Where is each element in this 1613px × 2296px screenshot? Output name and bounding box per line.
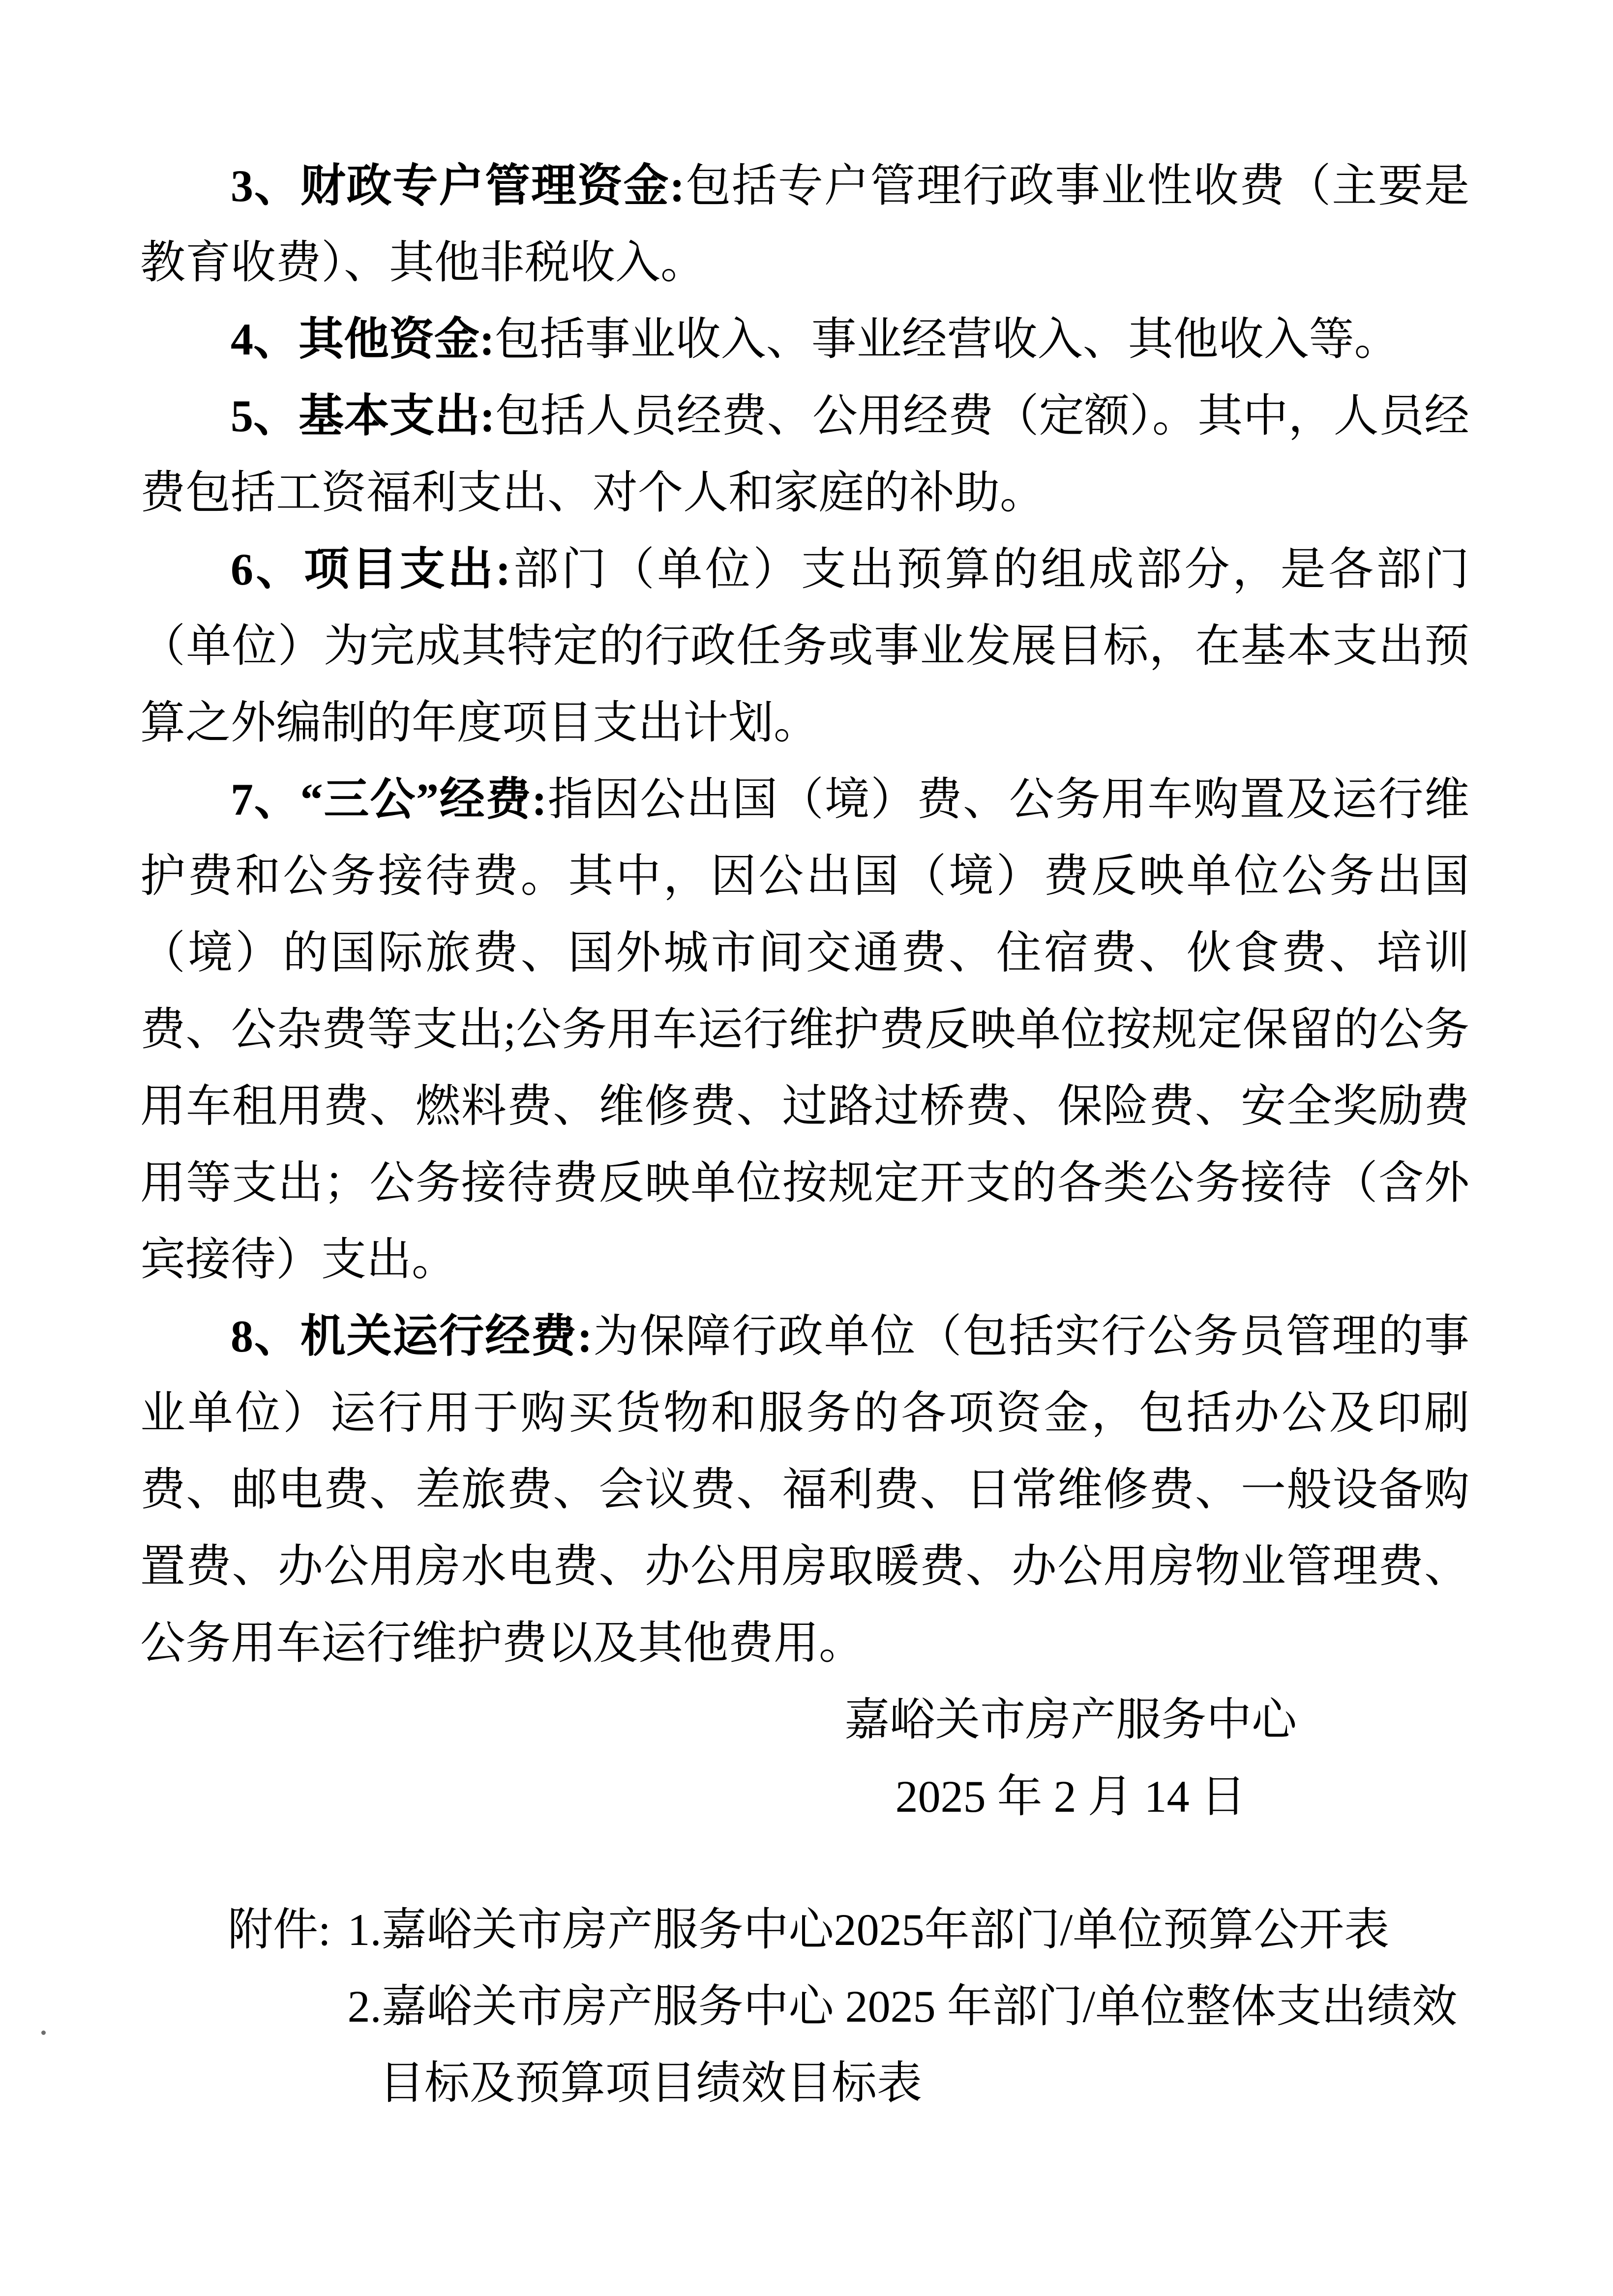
definition-paragraph: [140, 378, 1469, 531]
definition-paragraph: [140, 1298, 1469, 1681]
definition-paragraph: [140, 147, 1469, 301]
definition-paragraph: [140, 301, 1469, 378]
term-label: 5、基本支出:: [231, 391, 495, 441]
signature-block: [805, 1681, 1337, 1835]
attachments-label: 附件:: [228, 1905, 331, 1955]
definition-paragraph: [140, 531, 1469, 761]
attachments-list: [348, 1891, 1469, 2121]
attachment-item: 1.嘉峪关市房产服务中心2025年部门/单位预算公开表: [347, 1905, 1390, 1955]
signature-date: 2025 年 2 月 14 日: [895, 1771, 1246, 1822]
term-label: 3、财政专户管理资金:: [231, 161, 685, 211]
term-definition: 包括人员经费、公用经费（定额）。其中，人员经费包括工资福利支出、对个人和家庭的补助。: [140, 391, 1469, 518]
scan-artifact-dot: [41, 2031, 46, 2035]
term-label: 4、其他资金:: [231, 314, 495, 364]
attachments-block: [140, 1891, 1469, 2121]
term-definition: 包括专户管理行政事业性收费（主要是教育收费）、其他非税收入。: [140, 161, 1469, 288]
term-definition: 为保障行政单位（包括实行公务员管理的事业单位）运行用于购买货物和服务的各项资金，包括办公及印刷费、邮电费、差旅费、会议费、福利费、日常维修费、一般设备购置费、办公用房水电费、办公用房取暖费、办公用房物业管理费、公务用车运行维护费以及其他费用。: [140, 1311, 1469, 1668]
term-definition: 部门（单位）支出预算的组成部分，是各部门（单位）为完成其特定的行政任务或事业发展目标，在基本支出预算之外编制的年度项目支出计划。: [140, 544, 1469, 748]
term-definition: 指因公出国（境）费、公务用车购置及运行维护费和公务接待费。其中，因公出国（境）费反映单位公务出国（境）的国际旅费、国外城市间交通费、住宿费、伙食费、培训费、公杂费等支出;公务用车运行维护费反映单位按规定保留的公务用车租用费、燃料费、维修费、过路过桥费、保险费、安全奖励费用等支出；公务接待费反映单位按规定开支的各类公务接待（含外宾接待）支出。: [140, 774, 1469, 1285]
signature-org: 嘉峪关市房产服务中心: [844, 1695, 1297, 1745]
attachment-item: 2.嘉峪关市房产服务中心 2025 年部门/单位整体支出绩效目标及预算项目绩效目标表: [347, 1981, 1458, 2108]
definition-paragraph: [140, 761, 1469, 1298]
term-label: 8、机关运行经费:: [231, 1311, 593, 1361]
term-definition: 包括事业收入、事业经营收入、其他收入等。: [494, 314, 1400, 364]
term-label: 7、“三公”经费:: [231, 774, 547, 824]
term-label: 6、项目支出:: [231, 544, 511, 594]
